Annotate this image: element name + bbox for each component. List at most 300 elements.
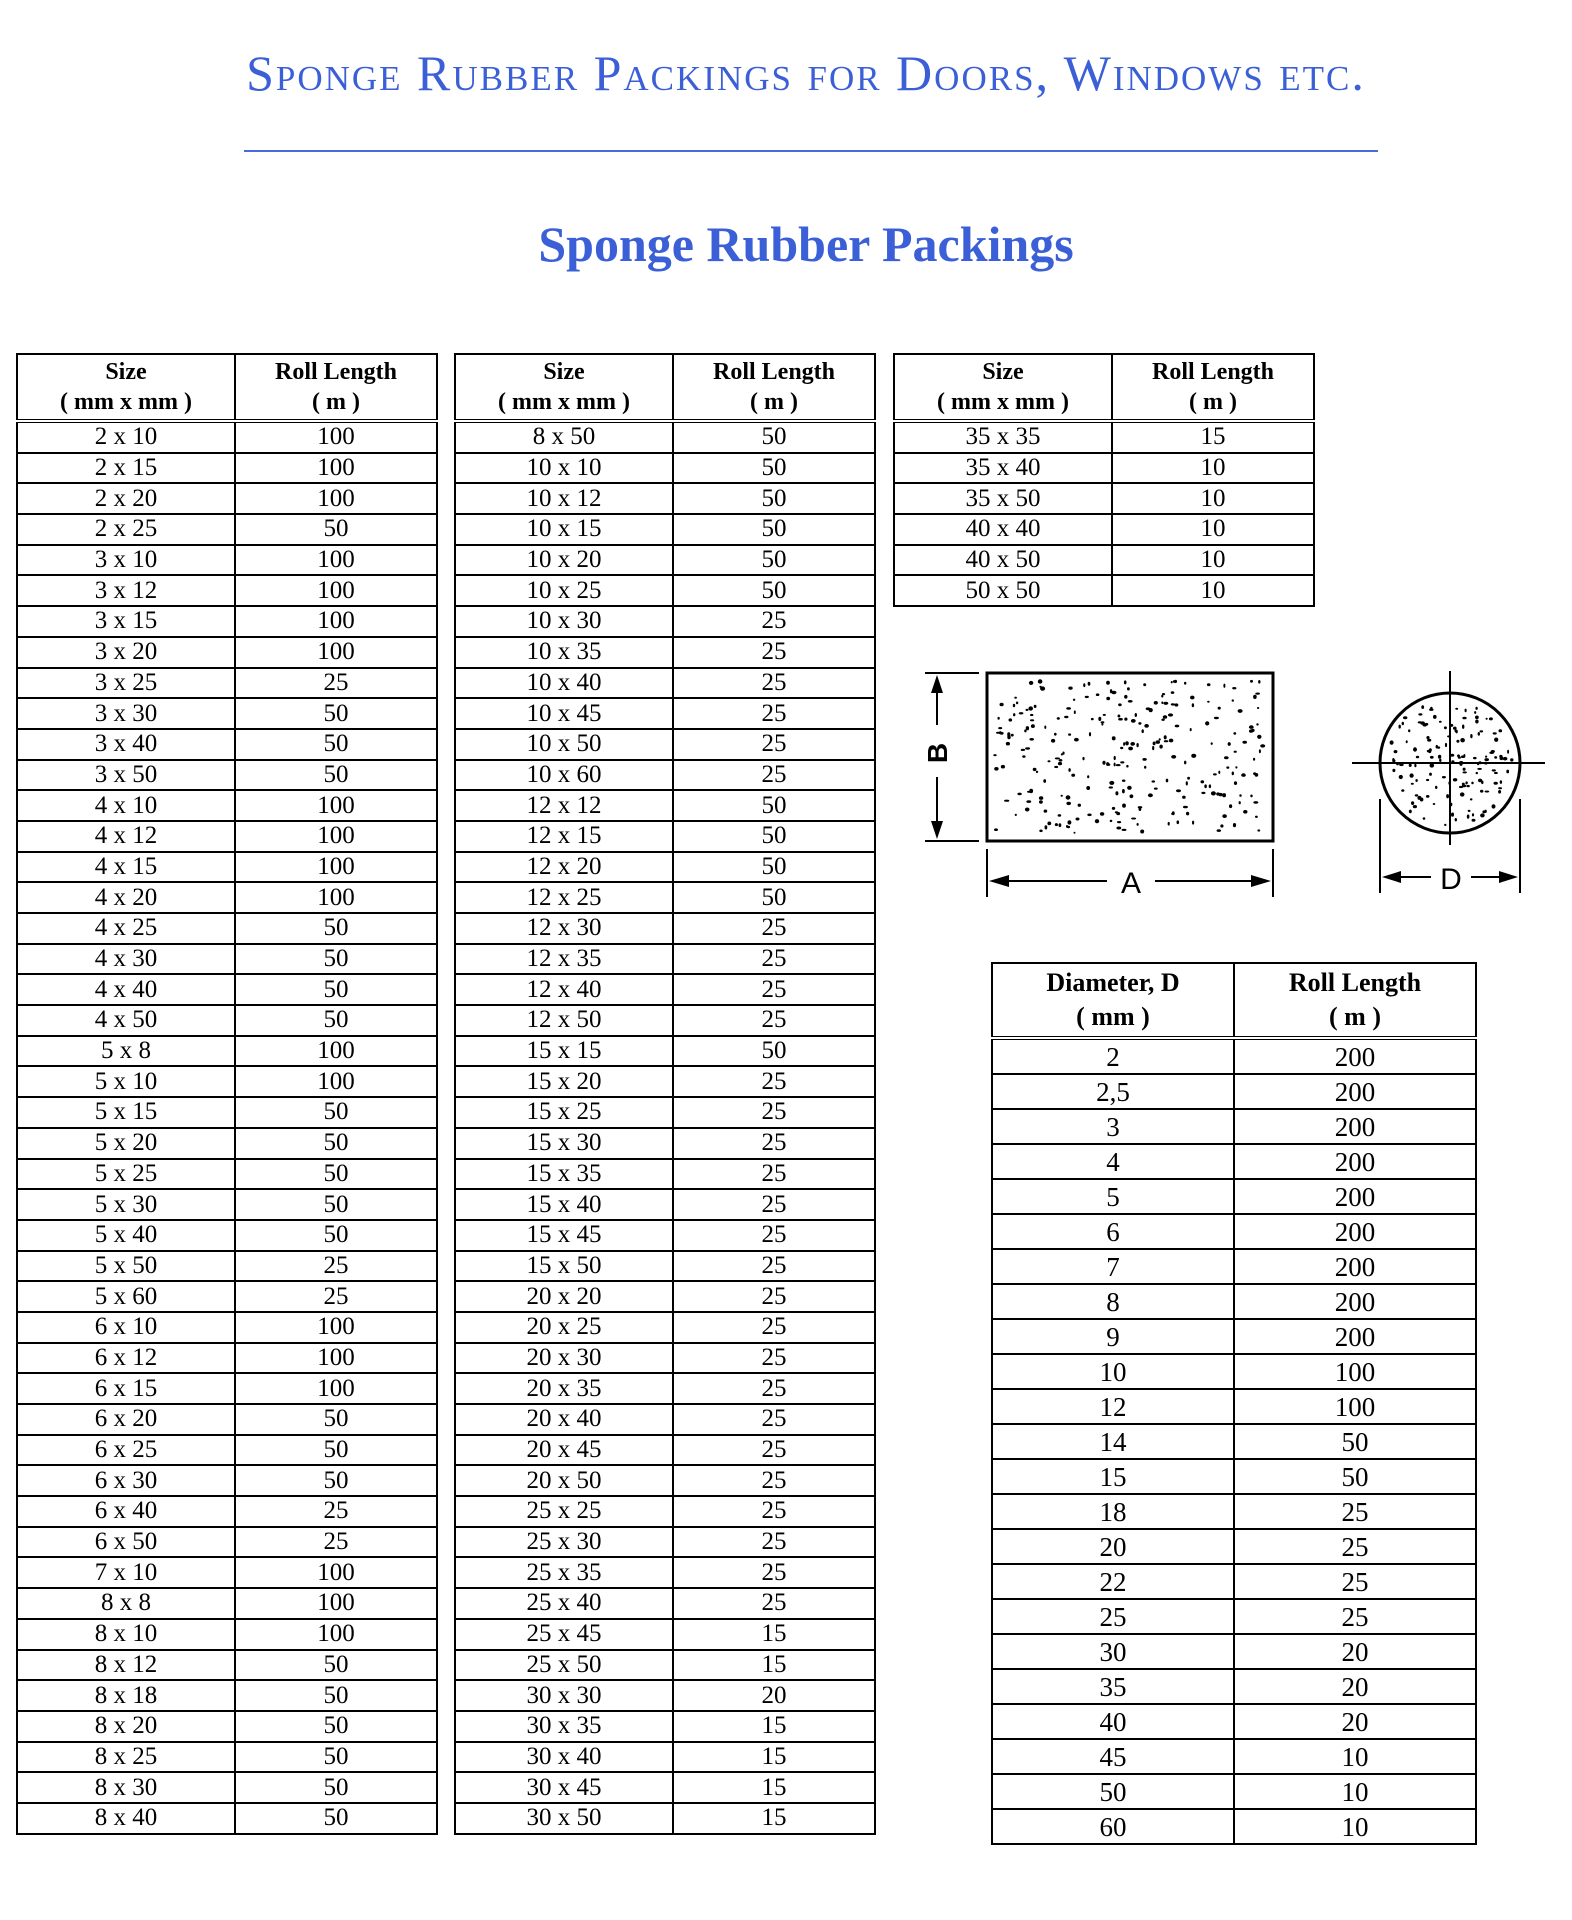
diameter-cell: 10 [992,1354,1234,1389]
roll-length-cell: 50 [235,1435,437,1466]
dimension-a-label: A [1120,867,1142,900]
roll-length-cell: 50 [235,1159,437,1190]
size-cell: 30 x 35 [455,1711,673,1742]
packing-cross-section-diagram [915,665,1545,905]
table-row [992,1074,1476,1109]
size-cell: 3 x 15 [17,606,235,637]
table-row [17,698,437,729]
roll-length-cell: 50 [235,913,437,944]
roll-length-cell: 50 [235,1772,437,1803]
roll-length-cell: 100 [235,1343,437,1374]
size-cell: 12 x 30 [455,913,673,944]
table-row [17,1680,437,1711]
table-row [17,852,437,883]
table-row [455,1251,875,1282]
roll-length-cell: 50 [235,944,437,975]
size-cell: 15 x 20 [455,1066,673,1097]
table-row [17,1343,437,1374]
roll-length-cell: 50 [235,1650,437,1681]
roll-length-cell: 50 [673,852,875,883]
size-cell: 5 x 15 [17,1097,235,1128]
size-cell: 35 x 50 [894,483,1112,514]
diameter-cell: 5 [992,1179,1234,1214]
table-row [455,1465,875,1496]
table-row [17,575,437,606]
size-cell: 40 x 40 [894,514,1112,545]
table-row [17,421,437,453]
table-row [455,729,875,760]
roll-length-cell: 25 [673,1281,875,1312]
table-row [17,760,437,791]
roll-length-cell: 100 [235,1588,437,1619]
table-row [455,453,875,484]
table-row [17,545,437,576]
table-row [455,1588,875,1619]
size-cell: 20 x 20 [455,1281,673,1312]
size-cell: 30 x 45 [455,1772,673,1803]
table-row [17,483,437,514]
size-table-2 [454,353,876,1835]
table-row [455,545,875,576]
diameter-cell: 8 [992,1284,1234,1319]
table-row [455,1066,875,1097]
size-cell: 4 x 50 [17,1005,235,1036]
table-row [455,1036,875,1067]
size-cell: 15 x 35 [455,1159,673,1190]
size-cell: 12 x 50 [455,1005,673,1036]
table-row [455,1557,875,1588]
table-row [894,514,1314,545]
table-row [992,1459,1476,1494]
roll-length-cell: 25 [673,1404,875,1435]
size-cell: 10 x 50 [455,729,673,760]
table-row [455,483,875,514]
size-cell: 3 x 20 [17,637,235,668]
size-cell: 20 x 25 [455,1312,673,1343]
page-subtitle: Sponge Rubber Packings [538,216,1074,272]
roll-length-cell: 50 [673,545,875,576]
table-row [455,1404,875,1435]
size-table-1 [16,353,438,1835]
roll-length-cell: 25 [673,1527,875,1558]
roll-length-cell: 25 [673,944,875,975]
roll-length-cell: 15 [673,1772,875,1803]
table-row [17,821,437,852]
roll-length-cell: 200 [1234,1319,1476,1354]
table-row [17,790,437,821]
size-cell: 5 x 10 [17,1066,235,1097]
roll-length-cell: 100 [235,882,437,913]
roll-length-cell: 50 [673,453,875,484]
diameter-cell: 22 [992,1564,1234,1599]
table-row [17,1404,437,1435]
table-row [455,1650,875,1681]
size-cell: 6 x 50 [17,1527,235,1558]
diameter-cell: 2 [992,1038,1234,1074]
table-row [992,1179,1476,1214]
roll-length-cell: 25 [1234,1529,1476,1564]
roll-length-cell: 20 [673,1680,875,1711]
roll-length-cell: 10 [1112,453,1314,484]
size-cell: 3 x 40 [17,729,235,760]
table-row [455,1435,875,1466]
table-row [455,790,875,821]
roll-length-cell: 200 [1234,1144,1476,1179]
roll-length-cell: 100 [235,637,437,668]
roll-length-cell: 50 [235,1220,437,1251]
size-cell: 50 x 50 [894,575,1112,606]
size-cell: 30 x 30 [455,1680,673,1711]
roll-length-column-header: Roll Length ( m ) [235,354,437,421]
size-cell: 7 x 10 [17,1557,235,1588]
roll-length-cell: 25 [235,1527,437,1558]
roll-length-cell: 50 [235,1097,437,1128]
diameter-cell: 15 [992,1459,1234,1494]
table-row [17,1742,437,1773]
roll-length-cell: 100 [235,1066,437,1097]
table-row [17,1619,437,1650]
size-cell: 15 x 25 [455,1097,673,1128]
diameter-cell: 12 [992,1389,1234,1424]
roll-length-cell: 100 [235,421,437,453]
dimension-d-label: D [1440,863,1462,896]
size-cell: 5 x 50 [17,1251,235,1282]
size-cell: 6 x 20 [17,1404,235,1435]
table-row [17,1650,437,1681]
size-cell: 15 x 30 [455,1128,673,1159]
table-row [455,913,875,944]
rectangular-profile [922,673,1273,900]
table-row [455,606,875,637]
size-cell: 2 x 25 [17,514,235,545]
size-cell: 25 x 25 [455,1496,673,1527]
roll-length-cell: 25 [673,1465,875,1496]
roll-length-cell: 25 [673,974,875,1005]
table-row [17,1128,437,1159]
table-row [992,1634,1476,1669]
table-row [17,1465,437,1496]
table-row [455,1159,875,1190]
table-row [17,1772,437,1803]
roll-length-cell: 50 [235,1189,437,1220]
size-cell: 10 x 45 [455,698,673,729]
size-cell: 15 x 45 [455,1220,673,1251]
roll-length-cell: 50 [235,1465,437,1496]
roll-length-cell: 25 [673,1097,875,1128]
header-divider [244,150,1378,152]
size-column-header: Size ( mm x mm ) [894,354,1112,421]
roll-length-cell: 25 [235,668,437,699]
table-row [992,1564,1476,1599]
roll-length-cell: 50 [673,575,875,606]
table-row [455,974,875,1005]
size-cell: 25 x 40 [455,1588,673,1619]
size-cell: 12 x 35 [455,944,673,975]
table-row [992,1038,1476,1074]
table-row [17,1588,437,1619]
size-cell: 35 x 40 [894,453,1112,484]
roll-length-cell: 25 [673,1588,875,1619]
roll-length-cell: 20 [1234,1669,1476,1704]
table-row [17,1097,437,1128]
size-cell: 12 x 40 [455,974,673,1005]
roll-length-cell: 50 [1234,1459,1476,1494]
roll-length-cell: 15 [673,1619,875,1650]
size-cell: 10 x 35 [455,637,673,668]
size-cell: 3 x 50 [17,760,235,791]
page-header-title: Sponge Rubber Packings for Doors, Windows etc. [246,45,1366,101]
roll-length-cell: 25 [673,913,875,944]
table-row [455,1711,875,1742]
table-row [455,944,875,975]
roll-length-cell: 100 [235,545,437,576]
table-row [17,1251,437,1282]
roll-length-cell: 10 [1234,1739,1476,1774]
roll-length-column-header: Roll Length ( m ) [1112,354,1314,421]
size-cell: 20 x 45 [455,1435,673,1466]
roll-length-cell: 25 [1234,1494,1476,1529]
size-cell: 25 x 50 [455,1650,673,1681]
size-cell: 20 x 40 [455,1404,673,1435]
roll-length-cell: 25 [673,1496,875,1527]
table-row [455,1742,875,1773]
table-row [455,575,875,606]
roll-length-cell: 15 [673,1650,875,1681]
size-cell: 2 x 20 [17,483,235,514]
table-row [17,944,437,975]
size-cell: 4 x 10 [17,790,235,821]
table-row [992,1144,1476,1179]
diameter-cell: 6 [992,1214,1234,1249]
roll-length-cell: 15 [673,1711,875,1742]
size-cell: 8 x 25 [17,1742,235,1773]
table-row [992,1599,1476,1634]
roll-length-column-header: Roll Length ( m ) [673,354,875,421]
size-cell: 8 x 40 [17,1803,235,1834]
size-cell: 2 x 10 [17,421,235,453]
table-row [894,575,1314,606]
table-row [992,1809,1476,1844]
diameter-cell: 50 [992,1774,1234,1809]
roll-length-cell: 100 [1234,1354,1476,1389]
roll-length-cell: 100 [235,575,437,606]
diameter-cell: 9 [992,1319,1234,1354]
size-cell: 12 x 15 [455,821,673,852]
size-cell: 30 x 40 [455,1742,673,1773]
roll-length-cell: 25 [673,637,875,668]
roll-length-cell: 200 [1234,1179,1476,1214]
roll-length-cell: 25 [673,1557,875,1588]
size-cell: 4 x 20 [17,882,235,913]
table-row [17,637,437,668]
roll-length-cell: 200 [1234,1038,1476,1074]
size-cell: 10 x 15 [455,514,673,545]
size-cell: 5 x 40 [17,1220,235,1251]
roll-length-cell: 50 [673,483,875,514]
size-cell: 4 x 30 [17,944,235,975]
roll-length-cell: 200 [1234,1214,1476,1249]
size-cell: 5 x 25 [17,1159,235,1190]
roll-length-cell: 25 [673,606,875,637]
size-cell: 2 x 15 [17,453,235,484]
diameter-cell: 25 [992,1599,1234,1634]
table-row [455,852,875,883]
size-cell: 4 x 25 [17,913,235,944]
table-row [455,1343,875,1374]
size-cell: 8 x 8 [17,1588,235,1619]
roll-length-cell: 25 [673,1373,875,1404]
roll-length-cell: 50 [235,1005,437,1036]
roll-length-cell: 25 [673,760,875,791]
roll-length-cell: 25 [673,1159,875,1190]
diameter-column-header: Diameter, D ( mm ) [992,963,1234,1038]
roll-length-cell: 10 [1234,1774,1476,1809]
size-cell: 25 x 45 [455,1619,673,1650]
table-row [455,1803,875,1834]
table-row [455,1189,875,1220]
roll-length-cell: 10 [1112,483,1314,514]
table-row [455,821,875,852]
table-row [992,1704,1476,1739]
roll-length-cell: 25 [673,1435,875,1466]
roll-length-cell: 10 [1112,514,1314,545]
table-row [992,1354,1476,1389]
diameter-cell: 2,5 [992,1074,1234,1109]
size-cell: 4 x 40 [17,974,235,1005]
table-row [17,974,437,1005]
table-row [17,514,437,545]
roll-length-cell: 25 [673,1251,875,1282]
table-row [17,606,437,637]
table-row [992,1774,1476,1809]
table-row [992,1249,1476,1284]
roll-length-cell: 25 [1234,1599,1476,1634]
roll-length-cell: 25 [673,698,875,729]
roll-length-cell: 100 [235,483,437,514]
size-cell: 5 x 60 [17,1281,235,1312]
size-cell: 4 x 15 [17,852,235,883]
size-cell: 12 x 20 [455,852,673,883]
size-cell: 3 x 25 [17,668,235,699]
size-cell: 4 x 12 [17,821,235,852]
table-row [17,1373,437,1404]
roll-length-cell: 10 [1234,1809,1476,1844]
size-cell: 6 x 12 [17,1343,235,1374]
table-row [455,1281,875,1312]
table-row [455,514,875,545]
table-row [455,1496,875,1527]
roll-length-cell: 25 [673,668,875,699]
diameter-cell: 45 [992,1739,1234,1774]
roll-length-cell: 15 [1112,421,1314,453]
dimension-b-label: B [922,742,953,764]
size-cell: 8 x 18 [17,1680,235,1711]
roll-length-cell: 50 [235,760,437,791]
table-row [17,1066,437,1097]
table-row [17,1803,437,1834]
table-row [455,1619,875,1650]
table-row [455,1680,875,1711]
roll-length-cell: 10 [1112,545,1314,576]
roll-length-cell: 15 [673,1803,875,1834]
table-row [455,1312,875,1343]
roll-length-cell: 100 [235,1557,437,1588]
table-row [17,1005,437,1036]
table-row [992,1284,1476,1319]
table-row [992,1669,1476,1704]
table-row [992,1319,1476,1354]
roll-length-cell: 50 [673,1036,875,1067]
table-row [17,1557,437,1588]
size-cell: 10 x 10 [455,453,673,484]
roll-length-cell: 10 [1112,575,1314,606]
roll-length-cell: 50 [235,1680,437,1711]
roll-length-cell: 200 [1234,1074,1476,1109]
diameter-cell: 35 [992,1669,1234,1704]
table-row [17,1312,437,1343]
size-cell: 8 x 12 [17,1650,235,1681]
round-profile [1352,671,1545,896]
roll-length-cell: 50 [673,514,875,545]
roll-length-cell: 50 [235,729,437,760]
table-row [17,913,437,944]
table-row [17,1189,437,1220]
diameter-cell: 3 [992,1109,1234,1144]
table-row [992,1529,1476,1564]
roll-length-cell: 50 [235,974,437,1005]
table-row [17,453,437,484]
size-cell: 30 x 50 [455,1803,673,1834]
table-row [455,1128,875,1159]
table-row [455,1527,875,1558]
roll-length-cell: 200 [1234,1284,1476,1319]
roll-length-cell: 25 [673,1189,875,1220]
table-row [455,668,875,699]
roll-length-cell: 50 [235,1404,437,1435]
size-cell: 6 x 40 [17,1496,235,1527]
size-cell: 6 x 15 [17,1373,235,1404]
size-cell: 40 x 50 [894,545,1112,576]
size-column-header: Size ( mm x mm ) [455,354,673,421]
roll-length-cell: 25 [673,1220,875,1251]
table-row [894,483,1314,514]
size-cell: 25 x 35 [455,1557,673,1588]
roll-length-cell: 50 [673,821,875,852]
roll-length-cell: 25 [235,1281,437,1312]
roll-length-cell: 25 [673,1343,875,1374]
roll-length-cell: 100 [235,606,437,637]
table-row [17,1159,437,1190]
table-row [17,882,437,913]
roll-length-cell: 50 [235,514,437,545]
size-cell: 20 x 35 [455,1373,673,1404]
table-row [455,760,875,791]
roll-length-cell: 50 [673,421,875,453]
size-cell: 15 x 15 [455,1036,673,1067]
diameter-cell: 60 [992,1809,1234,1844]
table-row [992,1389,1476,1424]
size-cell: 10 x 30 [455,606,673,637]
roll-length-cell: 50 [673,882,875,913]
size-cell: 35 x 35 [894,421,1112,453]
table-row [894,421,1314,453]
size-cell: 8 x 50 [455,421,673,453]
size-column-header: Size ( mm x mm ) [17,354,235,421]
size-cell: 3 x 10 [17,545,235,576]
roll-length-cell: 100 [235,453,437,484]
roll-length-cell: 50 [235,1742,437,1773]
roll-length-cell: 100 [1234,1389,1476,1424]
